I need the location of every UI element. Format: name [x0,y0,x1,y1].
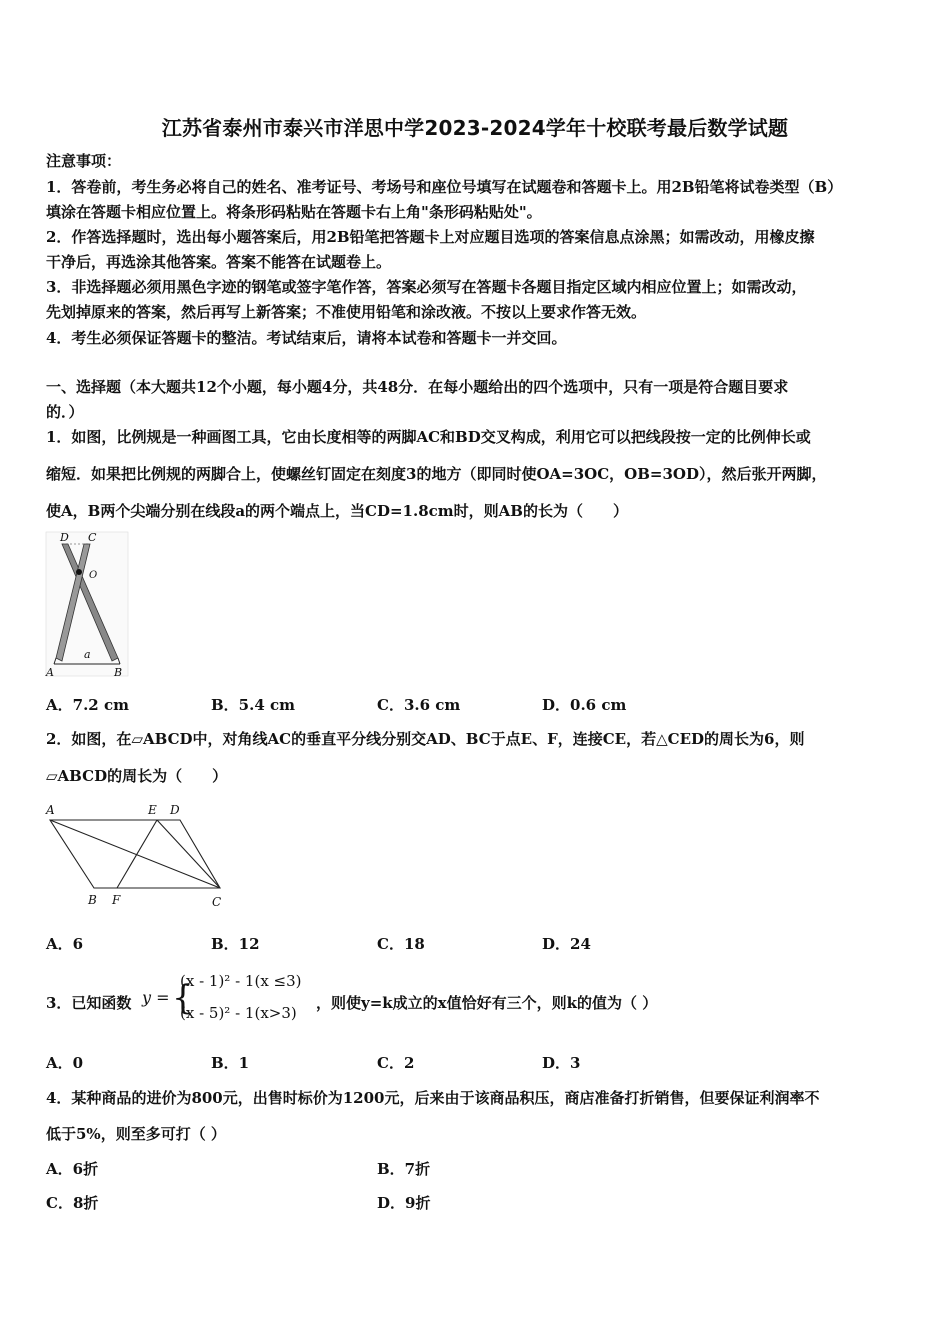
q1-option-a[interactable]: A．7.2 cm [46,696,129,714]
label-A: A [46,803,55,817]
notice-line: 填涂在答题卡相应位置上。将条形码粘贴在答题卡右上角"条形码粘贴处"。 [46,203,542,221]
question-1-text: 1．如图，比例规是一种画图工具，它由长度相等的两脚AC和BD交叉构成，利用它可以把线段按一定的比例伸长或 [46,428,811,446]
label-E: E [148,803,157,817]
page-title: 江苏省泰州市泰兴市洋思中学2023-2024学年十校联考最后数学试题 [161,116,789,140]
question-1-text: 缩短．如果把比例规的两脚合上，使螺丝钉固定在刻度3的地方（即同时使OA=3OC，OB=3OD），然后张开两脚， [46,465,827,483]
notice-line: 1．答卷前，考生务必将自己的姓名、准考证号、考场号和座位号填写在试题卷和答题卡上。用2B铅笔将试卷类型（B） [46,178,843,196]
q4-option-b[interactable]: B．7折 [377,1160,431,1178]
function-row-2: (x - 5)² - 1(x>3) [180,1004,297,1022]
label-B: B [114,666,123,678]
q4-option-d[interactable]: D．9折 [377,1194,431,1212]
q4-option-c[interactable]: C．8折 [46,1194,99,1212]
q3-option-d[interactable]: D．3 [542,1054,581,1072]
question-4-text: 4．某种商品的进价为800元，出售时标价为1200元，后来由于该商品积压，商店准备打折销售，但要保证利润率不 [46,1089,820,1107]
function-lhs: y = [142,988,170,1007]
label-a: a [84,648,91,661]
notice-line: 先划掉原来的答案，然后再写上新答案；不准使用铅笔和涂改液。不按以上要求作答无效。 [46,303,647,321]
notice-line: 干净后，再选涂其他答案。答案不能答在试题卷上。 [46,253,392,271]
parallelogram-figure [42,800,232,912]
function-row-1: (x - 1)² - 1(x ≤3) [180,972,302,990]
q1-option-d[interactable]: D．0.6 cm [542,696,627,714]
section-heading: 一、选择题（本大题共12个小题，每小题4分，共48分．在每小题给出的四个选项中，只有一项是符合题目要求 [46,378,789,396]
notice-line: 2．作答选择题时，选出每小题答案后，用2B铅笔把答题卡上对应题目选项的答案信息点涂黑；如需改动，用橡皮擦 [46,228,815,246]
q2-option-a[interactable]: A．6 [46,935,84,953]
question-3-prefix: 3．已知函数 [46,994,132,1012]
brace-icon: { [172,978,194,1018]
section-heading: 的．） [46,403,84,421]
label-c: C [88,531,97,544]
q3-option-b[interactable]: B．1 [211,1054,250,1072]
label-A: A [46,666,54,678]
q2-option-b[interactable]: B．12 [211,935,260,953]
label-o: O [89,570,98,581]
question-1-text: 使A，B两个尖端分别在线段a的两个端点上，当CD=1.8cm时，则AB的长为（ ） [46,502,628,520]
q3-option-a[interactable]: A．0 [46,1054,84,1072]
question-2-text: 2．如图，在▱ABCD中，对角线AC的垂直平分线分别交AD、BC于点E、F，连接CE，若△CED的周长为6，则 [46,730,805,748]
piecewise-function [142,968,322,1030]
label-C: C [212,895,222,909]
question-4-text: 低于5%，则至多可打（ ） [46,1125,226,1143]
q1-option-b[interactable]: B．5.4 cm [211,696,296,714]
label-B: B [88,893,97,907]
q3-option-c[interactable]: C．2 [377,1054,415,1072]
label-F: F [112,893,121,907]
label-d: D [60,531,69,544]
proportional-compass-figure [44,530,130,678]
question-2-text: ▱ABCD的周长为（ ） [46,767,228,785]
q2-option-d[interactable]: D．24 [542,935,591,953]
notice-line: 4．考生必须保证答题卡的整洁。考试结束后，请将本试卷和答题卡一并交回。 [46,329,567,347]
notice-line: 3．非选择题必须用黑色字迹的钢笔或签字笔作答，答案必须写在答题卡各题目指定区域内相应位置上；如需改动， [46,278,807,296]
q2-option-c[interactable]: C．18 [377,935,425,953]
q4-option-a[interactable]: A．6折 [46,1160,99,1178]
notice-heading: 注意事项： [46,152,122,170]
label-D: D [170,803,180,817]
q1-option-c[interactable]: C．3.6 cm [377,696,461,714]
question-3-suffix: ，则使y=k成立的x值恰好有三个，则k的值为（ ） [316,994,658,1012]
